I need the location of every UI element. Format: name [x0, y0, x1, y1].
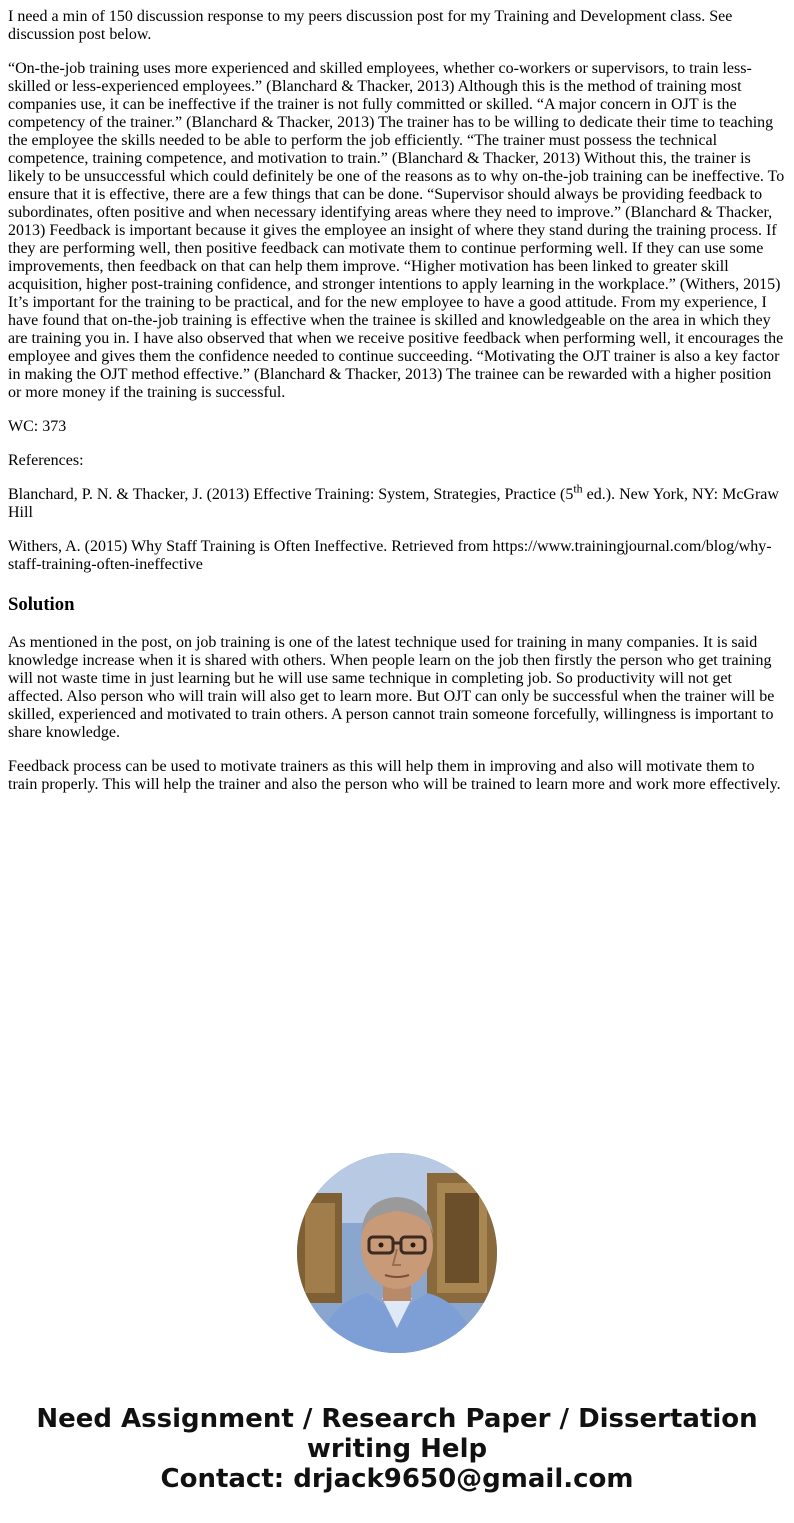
question-intro: I need a min of 150 discussion response to my peers discussion post for my Training and Development class. See discussion post below. — [8, 8, 733, 43]
author-avatar — [297, 1153, 497, 1353]
reference-blanchard-start: Blanchard, P. N. & Thacker, J. (2013) Effective Training: System, Strategies, Practice (5 — [8, 486, 574, 503]
solution-paragraph-1: As mentioned in the post, on job training is one of the latest technique used for training in many companies. It is said knowledge increase when it is shared with others. When people learn on the job then firstly the person who get training will not waste time in just learning but he will use same technique in completing job. So productivity will not get affected. Also person who will train will also get to learn more. But OJT can only be successful when the trainer will be skilled, experienced and motivated to train others. A person cannot train someone forcefully, willingness is important to share knowledge. — [8, 634, 775, 741]
promo-line-2: writing Help — [306, 1434, 488, 1464]
author-portrait-illustration — [297, 1153, 497, 1353]
word-count: WC: 373 — [8, 418, 67, 435]
reference-blanchard-end: ed.). New York, NY: McGraw Hill — [8, 486, 779, 521]
solution-paragraph-2: Feedback process can be used to motivate trainers as this will help them in improving and also will motivate them to train properly. This will help the trainer and also the person who will be trained to learn more and work more effectively. — [8, 758, 781, 793]
promo-line-1: Need Assignment / Research Paper / Dissertation — [36, 1404, 758, 1434]
reference-withers: Withers, A. (2015) Why Staff Training is Often Ineffective. Retrieved from https://www.trainingjournal.com/blog/why-staff-training-often-ineffective — [8, 538, 772, 573]
promo-banner — [0, 1404, 794, 1494]
reference-blanchard — [8, 481, 786, 522]
reference-edition-superscript: th — [573, 481, 583, 496]
document-body — [8, 8, 786, 810]
discussion-post: “On-the-job training uses more experienced and skilled employees, whether co-workers or supervisors, to train less-skilled or less-experienced employees.” (Blanchard & Thacker, 2013) Although this is the method of training most companies use, it can be ineffective if the trainer is not fully committed or skilled. “A major concern in OJT is the competency of the trainer.” (Blanchard & Thacker, 2013) The trainer has to be willing to dedicate their time to teaching the employee the skills needed to be able to perform the job efficiently. “The trainer must possess the technical competence, training competence, and motivation to train.” (Blanchard & Thacker, 2013) Without this, the trainer is likely to be unsuccessful which could definitely be one of the reasons as to why on-the-job training can be ineffective. To ensure that it is effective, there are a few things that can be done. “Supervisor should always be providing feedback to subordinates, often positive and when necessary identifying areas where they need to improve.” (Blanchard & Thacker, 2013) Feedback is important because it gives the employee an insight of where they stand during the training process. If they are performing well, then positive feedback can motivate them to continue performing well. If they can use some improvements, then feedback on that can help them improve. “Higher motivation has been linked to greater skill acquisition, higher post-training confidence, and stronger intentions to apply learning in the workplace.” (Withers, 2015) It’s important for the training to be practical, and for the new employee to have a good attitude. From my experience, I have found that on-the-job training is effective when the trainee is skilled and knowledgeable on the area in which they are training you in. I have also observed that when we receive positive feedback when performing well, it encourages the employee and gives them the confidence needed to continue succeeding. “Motivating the OJT trainer is also a key factor in making the OJT method effective.” (Blanchard & Thacker, 2013) The trainee can be rewarded with a higher position or more money if the training is successful. — [8, 60, 785, 401]
solution-heading: Solution — [8, 594, 75, 615]
promo-contact: Contact: drjack9650@gmail.com — [160, 1464, 634, 1494]
references-heading: References: — [8, 452, 84, 469]
